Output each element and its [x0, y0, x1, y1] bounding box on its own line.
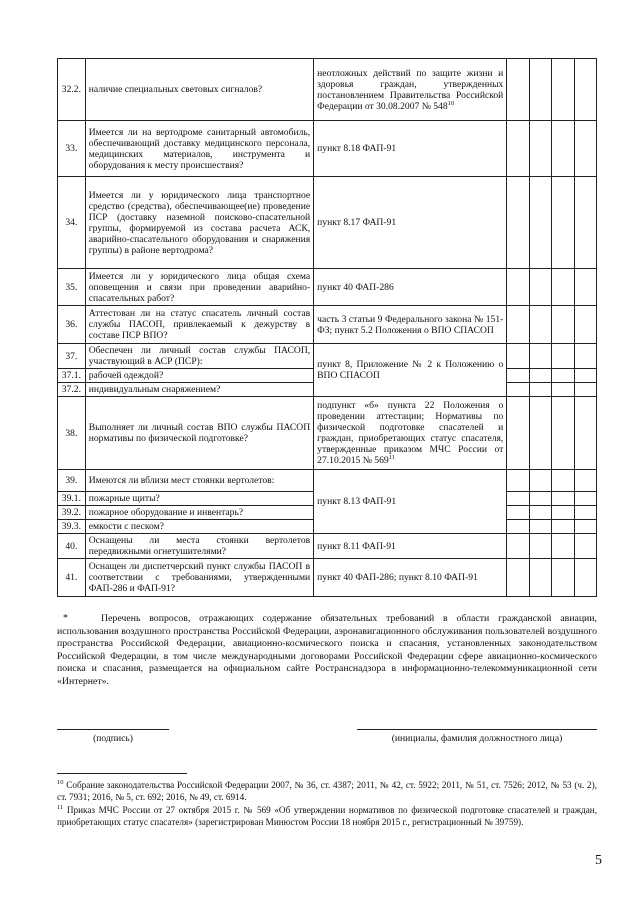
row-number: 37.2. [58, 383, 86, 397]
row-question: Оснащены ли места стоянки вертолетов передвижными огнетушителями? [85, 534, 313, 559]
table-row [58, 59, 597, 121]
mark-cell[interactable] [574, 383, 596, 397]
row-question: индивидуальным снаряжением? [85, 383, 313, 397]
mark-cell[interactable] [552, 269, 574, 306]
row-number: 38. [58, 397, 86, 470]
row-number: 39.2. [58, 506, 86, 520]
mark-cell[interactable] [552, 59, 574, 121]
row-number: 39.1. [58, 492, 86, 506]
mark-cell[interactable] [552, 559, 574, 597]
mark-cell[interactable] [552, 492, 574, 506]
table-row [58, 306, 597, 344]
row-question: Обеспечен ли личный состав службы ПАСОП, участвующий в АСР (ПСР): [85, 344, 313, 369]
row-requirement: пункт 8.17 ФАП-91 [314, 177, 507, 269]
table-row [58, 470, 597, 492]
row-number: 37.1. [58, 369, 86, 383]
row-question: пожарные щиты? [85, 492, 313, 506]
mark-cell[interactable] [507, 534, 529, 559]
mark-cell[interactable] [574, 492, 596, 506]
mark-cell[interactable] [529, 534, 551, 559]
mark-cell[interactable] [574, 559, 596, 597]
row-number: 39. [58, 470, 86, 492]
row-question: пожарное оборудование и инвентарь? [85, 506, 313, 520]
row-question: Имеется ли у юридического лица транспортное средство (средства), обеспечивающее(ие) проведение ПСР (доставку наземной поисково-спасательной группы, формируемой из состава расчета АСК, аварийно-спасательного оборудования и снаряжения группы) в районе вертодрома? [85, 177, 313, 269]
mark-cell[interactable] [507, 121, 529, 177]
mark-cell[interactable] [507, 397, 529, 470]
mark-cell[interactable] [552, 306, 574, 344]
row-question: Аттестован ли на статус спасатель личный состав службы ПАСОП, привлекаемый к дежурству в составе ПСР ВПО? [85, 306, 313, 344]
row-requirement: пункт 8, Приложение № 2 к Положению о ВПО СПАСОП [314, 344, 507, 397]
table-row [58, 177, 597, 269]
mark-cell[interactable] [574, 177, 596, 269]
row-requirement: подпункт «б» пункта 22 Положения о проведении аттестации; Нормативы по физической подготовке спасателей и граждан, приобретающих статус спасателя, утвержденные приказом МЧС России от 27.10.2015 № $569^{11}$ [314, 397, 507, 470]
row-number: 34. [58, 177, 86, 269]
row-question: Оснащен ли диспетчерский пункт службы ПАСОП в соответствии с требованиями, утвержденными ФАП-286 и ФАП-91? [85, 559, 313, 597]
row-question: Имеются ли вблизи мест стоянки вертолетов: [85, 470, 313, 492]
footnote: $^{10}$ Собрание законодательства Российской Федерации 2007, № 36, ст. 4387; 2011, № 42, ст. 5922; 2011, № 51, ст. 7526; 2012, № 53 (ч. 2), ст. 7931; 2016, № 5, ст. 692; 2016, № 49, ст. 6914. [57, 778, 597, 802]
row-requirement: часть 3 статьи 9 Федерального закона № 151-ФЗ; пункт 5.2 Положения о ВПО СПАСОП [314, 306, 507, 344]
row-requirement: пункт 40 ФАП-286; пункт 8.10 ФАП-91 [314, 559, 507, 597]
mark-cell[interactable] [507, 506, 529, 520]
mark-cell[interactable] [507, 306, 529, 344]
mark-cell[interactable] [507, 269, 529, 306]
mark-cell[interactable] [552, 534, 574, 559]
row-number: 40. [58, 534, 86, 559]
row-question: Имеется ли на вертодроме санитарный автомобиль, обеспечивающий доставку медицинского персонала, медицинских материалов, инструмента и оборудования к месту происшествия? [85, 121, 313, 177]
mark-cell[interactable] [507, 383, 529, 397]
mark-cell[interactable] [574, 269, 596, 306]
mark-cell[interactable] [529, 397, 551, 470]
row-number: 41. [58, 559, 86, 597]
table-row [58, 534, 597, 559]
row-number: 33. [58, 121, 86, 177]
row-question: емкости с песком? [85, 520, 313, 534]
mark-cell[interactable] [574, 59, 596, 121]
mark-cell[interactable] [507, 520, 529, 534]
table-row [58, 397, 597, 470]
row-question: Имеется ли у юридического лица общая схема оповещения и связи при проведении аварийно-спасательных работ? [85, 269, 313, 306]
signature-caption: (подпись) [93, 733, 133, 744]
row-requirement: пункт 8.18 ФАП-91 [314, 121, 507, 177]
page-number: 5 [595, 853, 602, 868]
mark-cell[interactable] [552, 397, 574, 470]
mark-cell[interactable] [529, 59, 551, 121]
table-row [58, 121, 597, 177]
mark-cell[interactable] [507, 177, 529, 269]
mark-cell[interactable] [529, 520, 551, 534]
mark-cell[interactable] [552, 506, 574, 520]
mark-cell[interactable] [552, 177, 574, 269]
mark-cell[interactable] [574, 121, 596, 177]
mark-cell[interactable] [507, 470, 529, 492]
mark-cell[interactable] [529, 506, 551, 520]
mark-cell[interactable] [529, 269, 551, 306]
official-name-caption: (инициалы, фамилия должностного лица) [391, 733, 563, 744]
mark-cell[interactable] [552, 470, 574, 492]
note-asterisk: * [63, 613, 68, 624]
mark-cell[interactable] [552, 344, 574, 369]
row-number: 35. [58, 269, 86, 306]
mark-cell[interactable] [529, 559, 551, 597]
mark-cell[interactable] [574, 397, 596, 470]
mark-cell[interactable] [552, 369, 574, 383]
footnote: $^{11}$ Приказ МЧС России от 27 октября 2015 г. № 569 «Об утверждении нормативов по физической подготовке спасателей и граждан, приобретающих статус спасателя» (зарегистрирован Минюстом России 18 ноября 2015 г., регистрационный № 39759). [57, 803, 598, 827]
mark-cell[interactable] [574, 306, 596, 344]
mark-cell[interactable] [574, 520, 596, 534]
row-requirement: неотложных действий по защите жизни и здоровья граждан, утвержденных постановлением Правительства Российской Федерации от 30.08.2007 № $548^{10}$ [314, 59, 507, 121]
signature-line [57, 729, 169, 730]
mark-cell[interactable] [574, 369, 596, 383]
table-row [58, 559, 597, 597]
note-text: Перечень вопросов, отражающих содержание обязательных требований в области гражданской авиации, использования воздушного пространства Российской Федерации, аэронавигационного обслуживания пользователей воздушного пространства Российской Федерации, авиационно-космического поиска и спасания, установленных законодательством Российской Федерации, в том числе международными договорами Российской Федерации сфере авиационно-космического поиска и спасания, размещается на официальном сайте Ространснадзора в информационно-телекоммуникационной сети «Интернет». [57, 613, 597, 687]
mark-cell[interactable] [552, 121, 574, 177]
official-name-line [357, 729, 597, 730]
row-number: 39.3. [58, 520, 86, 534]
checklist-table [57, 58, 597, 597]
mark-cell[interactable] [507, 59, 529, 121]
row-question: наличие специальных световых сигналов? [85, 59, 313, 121]
footnote-separator [57, 773, 187, 774]
row-number: 32.2. [58, 59, 86, 121]
row-question: рабочей одеждой? [85, 369, 313, 383]
mark-cell[interactable] [529, 492, 551, 506]
mark-cell[interactable] [574, 506, 596, 520]
mark-cell[interactable] [507, 492, 529, 506]
mark-cell[interactable] [507, 344, 529, 369]
table-row [58, 344, 597, 369]
mark-cell[interactable] [552, 520, 574, 534]
mark-cell[interactable] [529, 121, 551, 177]
mark-cell[interactable] [552, 383, 574, 397]
mark-cell[interactable] [529, 344, 551, 369]
table-row [58, 269, 597, 306]
mark-cell[interactable] [507, 559, 529, 597]
mark-cell[interactable] [529, 470, 551, 492]
mark-cell[interactable] [574, 344, 596, 369]
mark-cell[interactable] [574, 534, 596, 559]
row-number: 37. [58, 344, 86, 369]
row-requirement: пункт 8.11 ФАП-91 [314, 534, 507, 559]
row-requirement: пункт 40 ФАП-286 [314, 269, 507, 306]
row-question: Выполняет ли личный состав ВПО службы ПАСОП нормативы по физической подготовке? [85, 397, 313, 470]
mark-cell[interactable] [529, 177, 551, 269]
row-number: 36. [58, 306, 86, 344]
mark-cell[interactable] [529, 369, 551, 383]
mark-cell[interactable] [529, 383, 551, 397]
mark-cell[interactable] [574, 470, 596, 492]
mark-cell[interactable] [529, 306, 551, 344]
row-requirement: пункт 8.13 ФАП-91 [314, 470, 507, 534]
mark-cell[interactable] [507, 369, 529, 383]
